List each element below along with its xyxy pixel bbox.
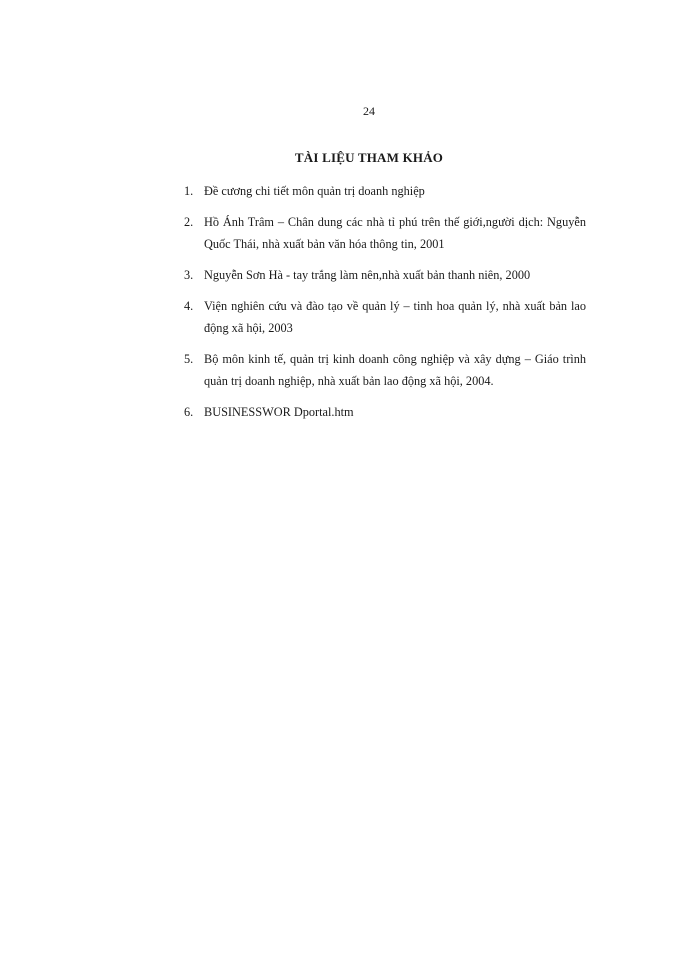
reference-item <box>184 211 586 255</box>
page-title: TÀI LIỆU THAM KHẢO <box>294 150 444 165</box>
reference-text: Đề cương chi tiết môn quản trị doanh nghiệp <box>204 184 425 198</box>
reference-item <box>184 264 586 286</box>
reference-text: Hồ Ánh Trâm – Chân dung các nhà tỉ phú trên thế giới,người dịch: Nguyễn Quốc Thái, nhà xuất bản văn hóa thông tin, 2001 <box>204 215 586 251</box>
reference-text: Nguyễn Sơn Hà - tay trắng làm nên,nhà xuất bản thanh niên, 2000 <box>204 268 531 282</box>
reference-number: 3. <box>184 268 194 282</box>
reference-item <box>184 295 586 339</box>
page-number: 24 <box>363 104 375 118</box>
reference-number: 2. <box>184 215 194 229</box>
reference-number: 4. <box>184 299 194 313</box>
reference-text: Viện nghiên cứu và đào tạo về quản lý – tinh hoa quản lý, nhà xuất bản lao động xã hội, 2003 <box>204 299 586 335</box>
reference-list <box>184 180 586 432</box>
reference-number: 1. <box>184 184 194 198</box>
reference-number: 5. <box>184 352 194 366</box>
reference-number: 6. <box>184 405 194 419</box>
reference-item <box>184 180 586 202</box>
reference-text: BUSINESSWOR Dportal.htm <box>204 405 354 419</box>
reference-text: Bộ môn kinh tế, quản trị kinh doanh công nghiệp và xây dựng – Giáo trình quản trị doanh nghiệp, nhà xuất bản lao động xã hội, 2004. <box>204 352 586 388</box>
reference-item <box>184 348 586 392</box>
reference-item <box>184 401 586 423</box>
